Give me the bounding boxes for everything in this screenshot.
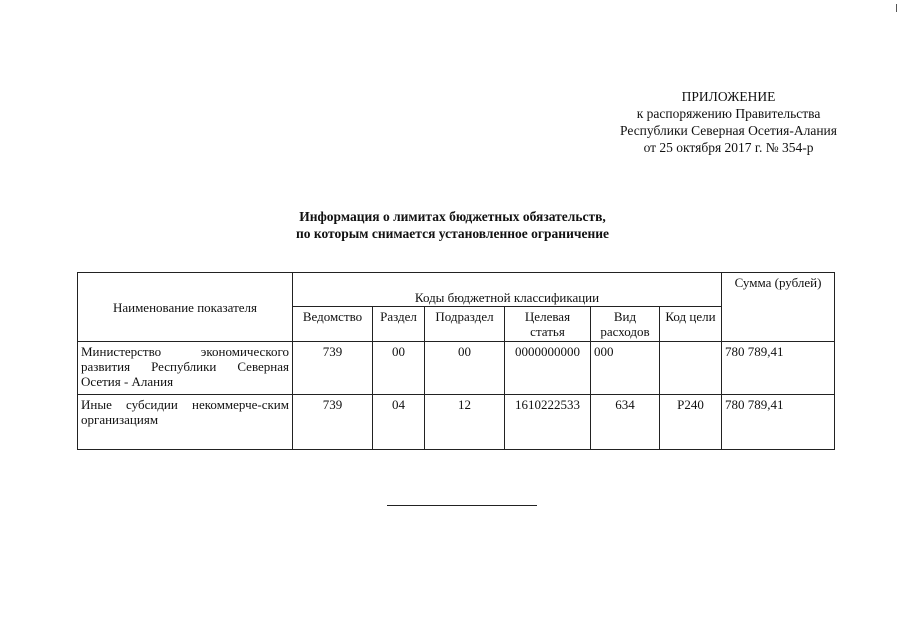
row-name: Министерство экономического развития Республики Северная Осетия - Алания <box>78 342 293 395</box>
appendix-block <box>620 88 837 156</box>
appendix-line-2: Республики Северная Осетия-Алания <box>620 123 837 138</box>
row-department: 739 <box>293 395 373 450</box>
row-expense-type: 634 <box>591 395 660 450</box>
row-target-article: 0000000000 <box>505 342 591 395</box>
row-subsection: 00 <box>425 342 505 395</box>
row-name: Иные субсидии некоммерче-ским организациям <box>78 395 293 450</box>
subheader-department: Ведомство <box>293 307 373 342</box>
subheader-expense-type: Вид расходов <box>591 307 660 342</box>
row-subsection: 12 <box>425 395 505 450</box>
header-codes: Коды бюджетной классификации <box>293 273 722 307</box>
row-purpose-code: Р240 <box>660 395 722 450</box>
document-title-line-1: Информация о лимитах бюджетных обязательств, <box>299 209 606 224</box>
row-section: 04 <box>373 395 425 450</box>
header-name: Наименование показателя <box>78 273 293 342</box>
document-title <box>0 208 905 242</box>
document-title-line-2: по которым снимается установленное ограничение <box>295 226 610 241</box>
subheader-subsection: Подраздел <box>425 307 505 342</box>
row-target-article: 1610222533 <box>505 395 591 450</box>
row-purpose-code <box>660 342 722 395</box>
row-expense-type: 000 <box>591 342 660 395</box>
subheader-purpose-code: Код цели <box>660 307 722 342</box>
subheader-section: Раздел <box>373 307 425 342</box>
appendix-line-1: к распоряжению Правительства <box>636 106 821 121</box>
table-header-row <box>78 273 835 307</box>
row-section: 00 <box>373 342 425 395</box>
row-sum: 780 789,41 <box>722 342 835 395</box>
row-sum: 780 789,41 <box>722 395 835 450</box>
appendix-line-3: от 25 октября 2017 г. № 354-р <box>643 140 814 155</box>
table-row <box>78 342 835 395</box>
limits-table <box>77 272 835 450</box>
row-department: 739 <box>293 342 373 395</box>
header-sum: Сумма (рублей) <box>722 273 835 342</box>
appendix-title: ПРИЛОЖЕНИЕ <box>681 89 776 104</box>
footer-divider <box>387 505 537 506</box>
corner-mark <box>896 4 897 12</box>
subheader-target-article: Целевая статья <box>505 307 591 342</box>
table-row <box>78 395 835 450</box>
